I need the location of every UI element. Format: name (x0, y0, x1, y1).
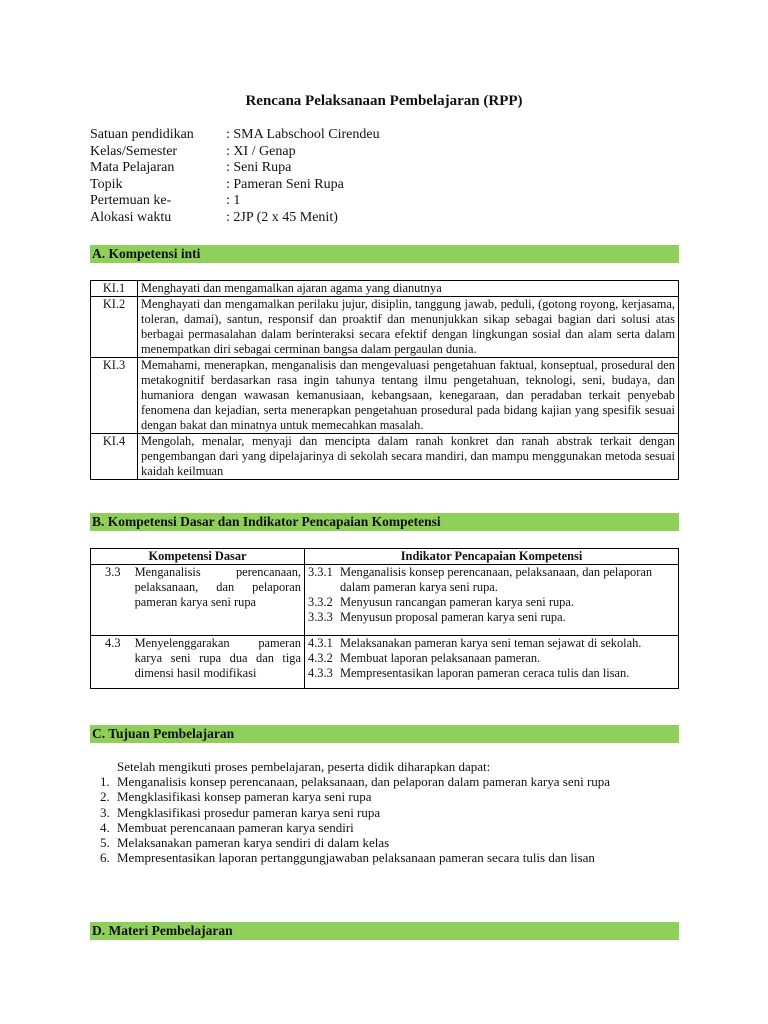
list-item: 1. Menganalisis konsep perencanaan, pelaksanaan, dan pelaporan dalam pameran karya seni rupa (100, 774, 611, 790)
objectives-intro: Setelah mengikuti proses pembelajaran, peserta didik diharapkan dapat: (117, 759, 491, 774)
indicator-text: Melaksanakan pameran karya seni teman sejawat di sekolah. (340, 636, 642, 650)
indicator-item (308, 565, 675, 595)
meta-row-class (90, 144, 380, 161)
indicator-text: Menganalisis konsep perencanaan, pelaksanaan, dan pelaporan dalam pameran karya seni rupa. (340, 565, 653, 594)
list-item: 6. Mempresentasikan laporan pertanggungjawaban pelaksanaan pameran secara tulis dan lisan (100, 850, 595, 866)
meta-label: Kelas/Semester (90, 143, 178, 159)
indicator-item (308, 595, 675, 610)
indicator-text: Membuat laporan pelaksanaan pameran. (340, 651, 541, 665)
basic-competency-table (90, 548, 679, 689)
meta-value: : 1 (226, 193, 241, 208)
ki-code: KI.2 (91, 297, 138, 358)
header-ipk: Indikator Pencapaian Kompetensi (305, 549, 679, 565)
item-text: Melaksanakan pameran karya sendiri di dalam kelas (117, 835, 390, 851)
list-item: 3. Mengklasifikasi prosedur pameran karya seni rupa (100, 804, 381, 820)
item-text: Mengklasifikasi prosedur pameran karya seni rupa (117, 804, 381, 820)
meta-row-topic (90, 177, 380, 194)
meta-label: Topik (90, 176, 123, 192)
ki-text: Memahami, menerapkan, menganalisis dan mengevaluasi pengetahuan faktual, konseptual, prosedural den metakognitif berdasarkan rasa ingin tahunya tentang ilmu pengetahuan, teknologi, seni, budaya, dan humaniora dengan wawasan kemanusiaan, kebangsaan, kenegaraan, dan peradaban terkait penyebab fenomena dan kejadian, serta menerapkan pengetahuan prosedural pada bidang kajian yang spesifik sesuai dengan bakat dan minatnya untuk memecahkan masalah. (138, 358, 679, 434)
ki-text: Mengolah, menalar, menyaji dan mencipta dalam ranah konkret dan ranah abstrak terkait dengan pengembangan dari yang dipelajarinya di sekolah secara mandiri, dan mampu menggunakan metoda sesuai kaidah keilmuan (138, 434, 679, 480)
ki-code: KI.1 (91, 281, 138, 297)
learning-objectives (100, 759, 611, 866)
list-item: 2. Mengklasifikasi konsep pameran karya seni rupa (100, 789, 372, 805)
table-header-row (91, 549, 679, 565)
item-text: Mengklasifikasi konsep pameran karya seni rupa (117, 789, 372, 805)
indicator-number: 3.3.2 (308, 595, 333, 609)
list-item: 4. Membuat perencanaan pameran karya sendiri (100, 819, 354, 835)
table-row (91, 434, 679, 480)
meta-value: : Pameran Seni Rupa (226, 176, 344, 192)
meta-value: : 2JP (2 x 45 Menit) (226, 209, 338, 225)
table-row (91, 281, 679, 297)
section-heading-d: D. Materi Pembelajaran (90, 922, 679, 940)
ki-code: KI.3 (91, 358, 138, 434)
section-heading-a: A. Kompetensi inti (90, 245, 679, 263)
meta-label: Mata Pelajaran (90, 160, 175, 175)
item-text: Mempresentasikan laporan pertanggungjawaban pelaksanaan pameran secara tulis dan lisan (117, 850, 595, 866)
meta-row-subject (90, 160, 380, 177)
indicator-number: 4.3.1 (308, 636, 333, 650)
indicator-cell (305, 636, 679, 689)
kd-number: 3.3 (91, 565, 135, 636)
kd-text: Menyelenggarakan pameran karya seni rupa dua dan tiga dimensi hasil modifikasi (135, 636, 305, 689)
meta-row-time (90, 210, 380, 227)
meta-row-meeting (90, 193, 380, 210)
indicator-item (308, 610, 675, 625)
table-row (91, 358, 679, 434)
section-heading-c: C. Tujuan Pembelajaran (90, 725, 679, 743)
objectives-list (100, 774, 611, 866)
meta-label: Alokasi waktu (90, 209, 172, 225)
indicator-number: 4.3.3 (308, 666, 333, 680)
ki-text: Menghayati dan mengamalkan perilaku jujur, disiplin, tanggung jawab, peduli, (gotong royong, kerjasama, toleran, damai), santun, responsif dan proaktif dan menunjukkan sikap sebagai bagian dari solusi atas berbagai permasalahan dalam berinteraksi secara efektif dengan lingkungan sosial dan alam serta dalam menempatkan diri sebagai cerminan bangsa dalam pergaulan dunia. (138, 297, 679, 358)
kd-text: Menganalisis perencanaan, pelaksanaan, dan pelaporan pameran karya seni rupa (135, 565, 305, 636)
document-title: Rencana Pelaksanaan Pembelajaran (RPP) (245, 93, 523, 109)
table-row (91, 297, 679, 358)
indicator-item (308, 666, 675, 681)
indicator-item (308, 636, 675, 651)
list-item: 5. Melaksanakan pameran karya sendiri di dalam kelas (100, 835, 390, 851)
item-text: Membuat perencanaan pameran karya sendiri (117, 819, 354, 835)
table-row (91, 636, 679, 689)
header-kd: Kompetensi Dasar (91, 549, 305, 565)
section-heading-b: B. Kompetensi Dasar dan Indikator Pencapaian Kompetensi (90, 513, 679, 531)
table-row (91, 565, 679, 636)
ki-text: Menghayati dan mengamalkan ajaran agama yang dianutnya (138, 281, 679, 297)
meta-value: : SMA Labschool Cirendeu (226, 127, 380, 142)
meta-label: Pertemuan ke- (90, 193, 172, 208)
identity-block (90, 127, 380, 226)
indicator-text: Mempresentasikan laporan pameran ceraca tulis dan lisan. (340, 666, 630, 680)
kd-number: 4.3 (91, 636, 135, 689)
indicator-number: 3.3.1 (308, 565, 333, 579)
indicator-text: Menyusun rancangan pameran karya seni rupa. (340, 595, 574, 609)
indicator-cell (305, 565, 679, 636)
meta-row-school (90, 127, 380, 144)
indicator-number: 4.3.2 (308, 651, 333, 665)
item-text: Menganalisis konsep perencanaan, pelaksanaan, dan pelaporan dalam pameran karya seni rupa (117, 774, 611, 790)
core-competency-table (90, 280, 679, 480)
ki-code: KI.4 (91, 434, 138, 480)
indicator-number: 3.3.3 (308, 610, 333, 624)
meta-label: Satuan pendidikan (90, 127, 194, 142)
meta-value: : XI / Genap (226, 143, 296, 159)
meta-value: : Seni Rupa (226, 160, 292, 175)
indicator-text: Menyusun proposal pameran karya seni rupa. (340, 610, 566, 624)
indicator-item (308, 651, 675, 666)
